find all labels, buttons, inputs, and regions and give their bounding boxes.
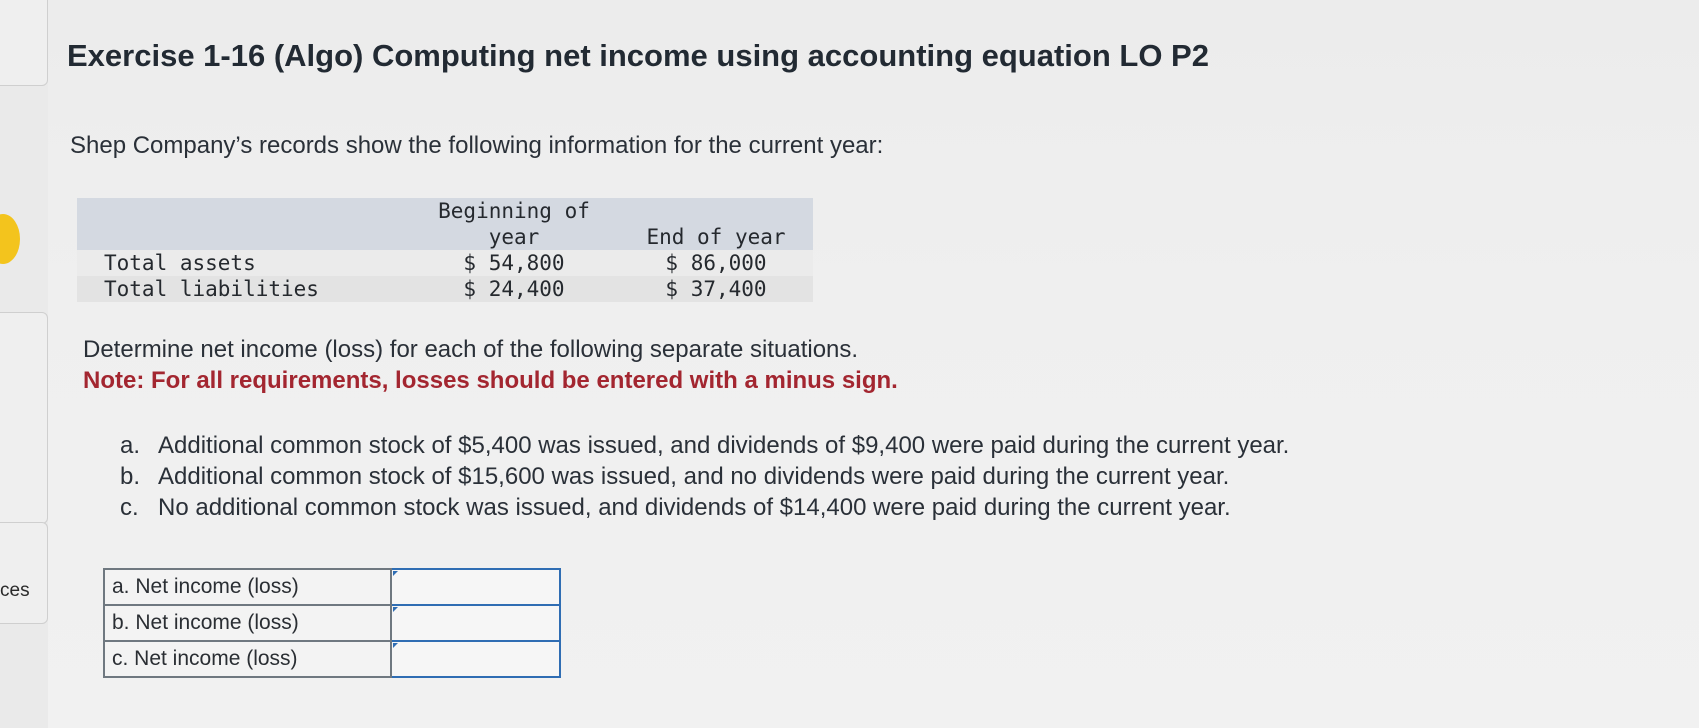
requirements-list — [120, 430, 1289, 523]
row-beginning-value: $ 54,800 — [409, 250, 619, 276]
page-title: Exercise 1-16 (Algo) Computing net income using accounting equation LO P2 — [67, 38, 1209, 73]
item-text: Additional common stock of $15,600 was issued, and no dividends were paid during the current year. — [158, 463, 1230, 490]
list-item — [120, 430, 1289, 461]
item-text: Additional common stock of $5,400 was issued, and dividends of $9,400 were paid during the current year. — [158, 432, 1290, 459]
row-end-value: $ 37,400 — [619, 276, 813, 302]
item-letter: b. — [120, 463, 141, 490]
directive-text: Determine net income (loss) for each of the following separate situations. — [83, 336, 859, 363]
answer-label: c. Net income (loss) — [104, 641, 391, 677]
input-flag-icon — [393, 643, 398, 648]
net-income-a-input[interactable] — [392, 570, 559, 604]
net-income-c-input[interactable] — [392, 642, 559, 676]
answer-row — [104, 641, 560, 677]
row-beginning-value: $ 24,400 — [409, 276, 619, 302]
answer-row — [104, 569, 560, 605]
answer-row — [104, 605, 560, 641]
note-text: Note: For all requirements, losses should be entered with a minus sign. — [83, 367, 898, 394]
table-row — [77, 276, 813, 302]
input-flag-icon — [393, 571, 398, 576]
sidebar-label: ces — [0, 580, 30, 601]
header-label — [77, 198, 409, 250]
row-end-value: $ 86,000 — [619, 250, 813, 276]
row-label: Total liabilities — [77, 276, 409, 302]
item-letter: a. — [120, 432, 141, 459]
table-row — [77, 250, 813, 276]
item-letter: c. — [120, 494, 139, 521]
list-item — [120, 461, 1289, 492]
input-flag-icon — [393, 607, 398, 612]
sidebar-card-middle[interactable] — [0, 312, 48, 524]
answer-label: b. Net income (loss) — [104, 605, 391, 641]
row-label: Total assets — [77, 250, 409, 276]
item-text: No additional common stock was issued, and dividends of $14,400 were paid during the current year. — [158, 494, 1231, 521]
answer-cell[interactable] — [391, 605, 560, 641]
list-item — [120, 492, 1289, 523]
balance-table-header — [77, 198, 813, 250]
sidebar-card-bottom[interactable] — [0, 522, 48, 624]
net-income-b-input[interactable] — [392, 606, 559, 640]
header-beginning: Beginning of year — [409, 198, 619, 250]
header-end: End of year — [619, 198, 813, 250]
answer-cell[interactable] — [391, 641, 560, 677]
answer-cell[interactable] — [391, 569, 560, 605]
sidebar-card-top[interactable] — [0, 0, 48, 86]
answer-table — [103, 568, 561, 678]
intro-text: Shep Company’s records show the following information for the current year: — [70, 132, 884, 159]
answer-label: a. Net income (loss) — [104, 569, 391, 605]
balance-table — [77, 198, 813, 302]
